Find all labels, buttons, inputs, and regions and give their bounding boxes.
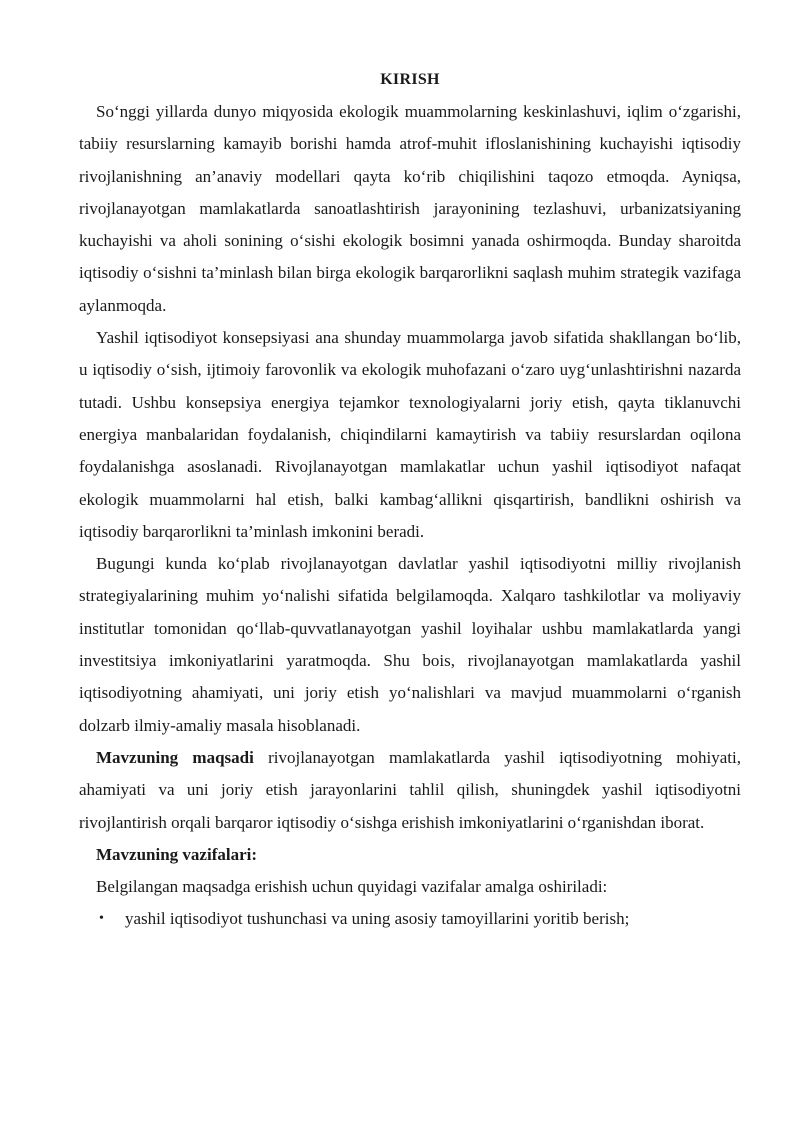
- intro-paragraph-3: Bugungi kunda ko‘plab rivojlanayotgan davlatlar yashil iqtisodiyotni milliy rivojlanish strategiyalarining muhim yo‘nalishi sifatida belgilamoqda. Xalqaro tashkilotlar va moliyaviy institutlar tomonidan qo‘llab-quvvatlanayotgan yashil loyihalar ushbu mamlakatlarda yangi investitsiya imkoniyatlarini yaratmoqda. Shu bois, rivojlanayotgan mamlakatlarda yashil iqtisodiyotning ahamiyati, uni joriy etish yo‘nalishlari va mavjud muammolarni o‘rganish dolzarb ilmiy-amaliy masala hisoblanadi.: [79, 554, 741, 735]
- tasks-list: [79, 903, 741, 935]
- page-title: KIRISH: [380, 71, 440, 88]
- goal-paragraph: [79, 742, 741, 839]
- tasks-heading: [79, 839, 741, 871]
- bullet-icon: •: [99, 911, 104, 927]
- task-text: yashil iqtisodiyot tushunchasi va uning asosiy tamoyillarini yoritib berish;: [125, 909, 630, 929]
- tasks-intro: Belgilangan maqsadga erishish uchun quyidagi vazifalar amalga oshiriladi:: [96, 877, 608, 897]
- intro-paragraph-2: Yashil iqtisodiyot konsepsiyasi ana shunday muammolarga javob sifatida shakllangan bo‘lib, u iqtisodiy o‘sish, ijtimoiy farovonlik va ekologik muhofazani o‘zaro uyg‘unlashtirishni nazarda tutadi. Ushbu konsepsiya energiya tejamkor texnologiyalarni joriy etish, qayta tiklanuvchi energiya manbalaridan foydalanish, chiqindilarni kamaytirish va tabiiy resurslardan oqilona foydalanishga asoslanadi. Rivojlanayotgan mamlakatlar uchun yashil iqtisodiyot nafaqat ekologik muammolarni hal etish, balki kambag‘allikni qisqartirish, bandlikni oshirish va iqtisodiy barqarorlikni ta’minlash imkonini beradi.: [79, 328, 741, 541]
- tasks-heading-label: Mavzuning vazifalari:: [96, 844, 258, 864]
- intro-paragraph-1: So‘nggi yillarda dunyo miqyosida ekologik muammolarning keskinlashuvi, iqlim o‘zgarishi, tabiiy resurslarning kamayib borishi hamda atrof-muhit ifloslanishining kuchayishi iqtisodiy rivojlanishning an’anaviy modellari qayta ko‘rib chiqilishini taqozo etmoqda. Ayniqsa, rivojlanayotgan mamlakatlarda sanoatlashtirish jarayonining tezlashuvi, urbanizatsiyaning kuchayishi va aholi sonining o‘sishi ekologik bosimni yanada oshirmoqda. Bunday sharoitda iqtisodiy o‘sishni ta’minlash bilan birga ekologik barqarorlikni saqlash muhim strategik vazifaga aylanmoqda.: [79, 102, 741, 315]
- goal-text: rivojlanayotgan mamlakatlarda yashil iqtisodiyotning mohiyati, ahamiyati va uni joriy etish jarayonlarini tahlil qilish, shuningdek yashil iqtisodiyotni rivojlantirish orqali barqaror iqtisodiy o‘sishga erishish imkoniyatlarini o‘rganishdan iborat.: [79, 747, 741, 832]
- list-item: [79, 903, 741, 935]
- goal-label: Mavzuning maqsadi: [96, 747, 254, 767]
- document-body: [79, 64, 741, 936]
